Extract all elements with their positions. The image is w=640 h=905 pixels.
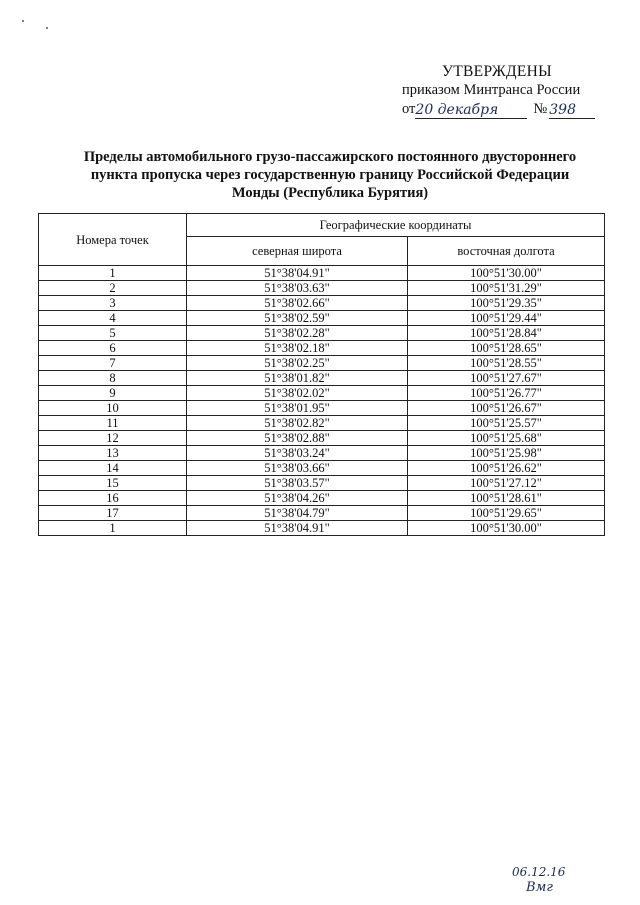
latitude-cell: 51°38'04.91" bbox=[187, 521, 408, 536]
approval-block bbox=[402, 62, 602, 119]
longitude-cell: 100°51'28.55" bbox=[408, 356, 605, 371]
point-number-cell: 8 bbox=[39, 371, 187, 386]
from-label: от bbox=[402, 101, 416, 117]
longitude-cell: 100°51'29.35" bbox=[408, 296, 605, 311]
table-row bbox=[39, 296, 605, 311]
table-row bbox=[39, 491, 605, 506]
table-row bbox=[39, 461, 605, 476]
handwritten-number: 398 bbox=[549, 103, 595, 119]
number-label: № bbox=[533, 101, 548, 117]
handwritten-date: 20 декабря bbox=[415, 103, 527, 119]
table-row bbox=[39, 281, 605, 296]
point-number-cell: 12 bbox=[39, 431, 187, 446]
title-line-3: Монды (Республика Бурятия) bbox=[231, 185, 429, 201]
point-number-cell: 14 bbox=[39, 461, 187, 476]
table-body bbox=[39, 266, 605, 536]
longitude-cell: 100°51'25.98" bbox=[408, 446, 605, 461]
latitude-cell: 51°38'03.63" bbox=[187, 281, 408, 296]
point-number-cell: 1 bbox=[39, 521, 187, 536]
longitude-cell: 100°51'28.65" bbox=[408, 341, 605, 356]
point-number-cell: 13 bbox=[39, 446, 187, 461]
title-line-1: Пределы автомобильного грузо-пассажирского постоянного двустороннего bbox=[83, 149, 577, 165]
longitude-cell: 100°51'30.00" bbox=[408, 521, 605, 536]
point-number-cell: 4 bbox=[39, 311, 187, 326]
longitude-cell: 100°51'25.57" bbox=[408, 416, 605, 431]
latitude-cell: 51°38'02.25" bbox=[187, 356, 408, 371]
table-row bbox=[39, 341, 605, 356]
table-row bbox=[39, 386, 605, 401]
point-number-cell: 5 bbox=[39, 326, 187, 341]
table-row bbox=[39, 416, 605, 431]
longitude-cell: 100°51'26.77" bbox=[408, 386, 605, 401]
scan-speck bbox=[22, 20, 24, 22]
header-geo-coordinates: Географические координаты bbox=[187, 214, 605, 237]
approval-heading: УТВЕРЖДЕНЫ bbox=[442, 63, 552, 80]
point-number-cell: 16 bbox=[39, 491, 187, 506]
table-row bbox=[39, 311, 605, 326]
longitude-cell: 100°51'28.61" bbox=[408, 491, 605, 506]
table-row bbox=[39, 356, 605, 371]
approval-order-line: приказом Минтранса России bbox=[402, 82, 581, 98]
table-row bbox=[39, 371, 605, 386]
table-row bbox=[39, 521, 605, 536]
header-latitude: северная широта bbox=[187, 237, 408, 266]
latitude-cell: 51°38'04.26" bbox=[187, 491, 408, 506]
latitude-cell: 51°38'03.57" bbox=[187, 476, 408, 491]
header-longitude: восточная долгота bbox=[408, 237, 605, 266]
point-number-cell: 9 bbox=[39, 386, 187, 401]
longitude-cell: 100°51'26.67" bbox=[408, 401, 605, 416]
point-number-cell: 6 bbox=[39, 341, 187, 356]
longitude-cell: 100°51'25.68" bbox=[408, 431, 605, 446]
table-row bbox=[39, 266, 605, 281]
longitude-cell: 100°51'29.44" bbox=[408, 311, 605, 326]
point-number-cell: 17 bbox=[39, 506, 187, 521]
point-number-cell: 3 bbox=[39, 296, 187, 311]
point-number-cell: 7 bbox=[39, 356, 187, 371]
latitude-cell: 51°38'01.95" bbox=[187, 401, 408, 416]
latitude-cell: 51°38'04.79" bbox=[187, 506, 408, 521]
footer-date: 06.12.16 bbox=[512, 865, 566, 879]
latitude-cell: 51°38'02.28" bbox=[187, 326, 408, 341]
longitude-cell: 100°51'30.00" bbox=[408, 266, 605, 281]
latitude-cell: 51°38'04.91" bbox=[187, 266, 408, 281]
latitude-cell: 51°38'02.82" bbox=[187, 416, 408, 431]
table-row bbox=[39, 506, 605, 521]
longitude-cell: 100°51'29.65" bbox=[408, 506, 605, 521]
table-row bbox=[39, 431, 605, 446]
document-title bbox=[40, 148, 620, 202]
point-number-cell: 15 bbox=[39, 476, 187, 491]
approval-date-line bbox=[402, 100, 602, 119]
table-row bbox=[39, 326, 605, 341]
longitude-cell: 100°51'28.84" bbox=[408, 326, 605, 341]
table-row bbox=[39, 476, 605, 491]
point-number-cell: 10 bbox=[39, 401, 187, 416]
latitude-cell: 51°38'03.24" bbox=[187, 446, 408, 461]
footer-handwriting bbox=[512, 864, 602, 896]
signature: Вмг bbox=[526, 880, 553, 895]
latitude-cell: 51°38'02.66" bbox=[187, 296, 408, 311]
latitude-cell: 51°38'02.88" bbox=[187, 431, 408, 446]
point-number-cell: 2 bbox=[39, 281, 187, 296]
header-point-numbers: Номера точек bbox=[39, 214, 187, 266]
latitude-cell: 51°38'02.18" bbox=[187, 341, 408, 356]
latitude-cell: 51°38'03.66" bbox=[187, 461, 408, 476]
longitude-cell: 100°51'31.29" bbox=[408, 281, 605, 296]
scan-speck bbox=[46, 27, 48, 29]
latitude-cell: 51°38'02.02" bbox=[187, 386, 408, 401]
point-number-cell: 11 bbox=[39, 416, 187, 431]
table-row bbox=[39, 401, 605, 416]
latitude-cell: 51°38'02.59" bbox=[187, 311, 408, 326]
longitude-cell: 100°51'27.12" bbox=[408, 476, 605, 491]
coordinates-table bbox=[38, 213, 605, 536]
longitude-cell: 100°51'27.67" bbox=[408, 371, 605, 386]
longitude-cell: 100°51'26.62" bbox=[408, 461, 605, 476]
latitude-cell: 51°38'01.82" bbox=[187, 371, 408, 386]
title-line-2: пункта пропуска через государственную границу Российской Федерации bbox=[90, 167, 570, 183]
point-number-cell: 1 bbox=[39, 266, 187, 281]
table-row bbox=[39, 446, 605, 461]
